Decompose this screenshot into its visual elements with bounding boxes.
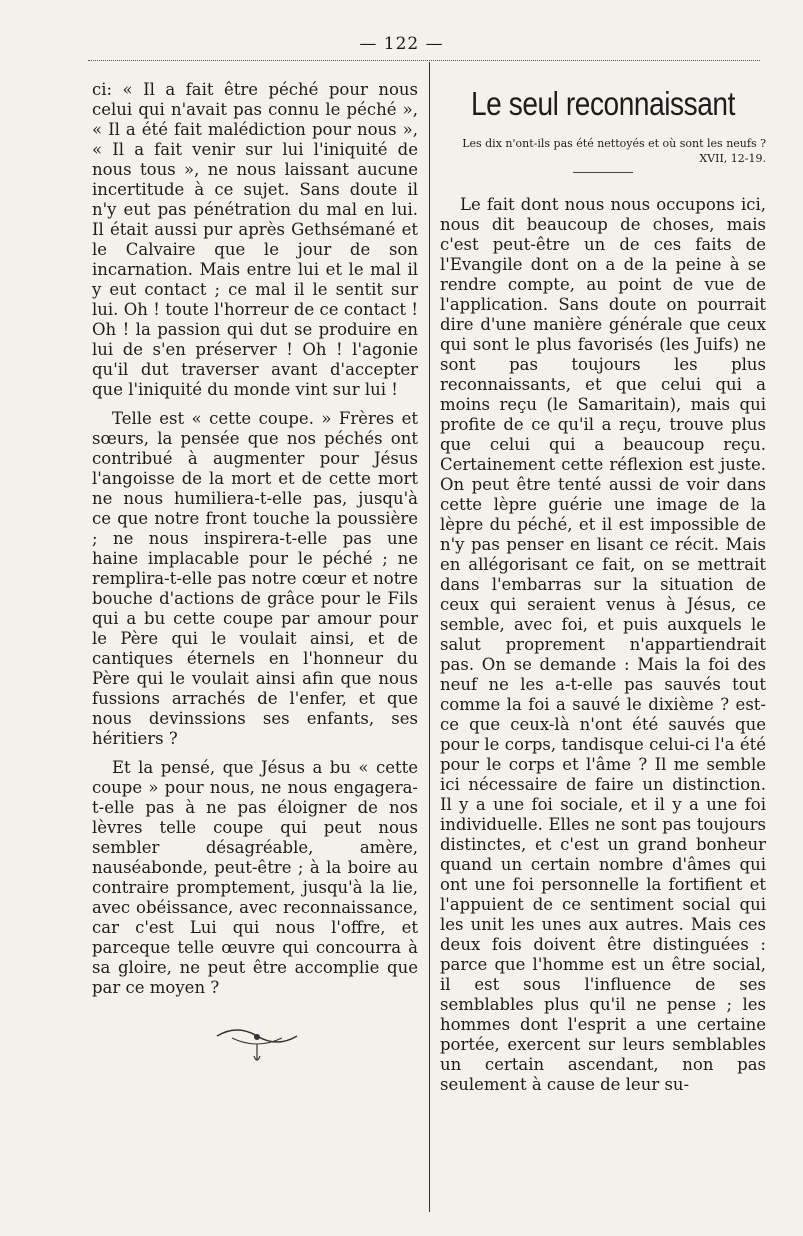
column-divider (429, 62, 430, 1212)
title-rule (573, 172, 633, 173)
epigraph-reference: XVII, 12-19. (699, 152, 766, 165)
article-title: Le seul reconnaissant (471, 85, 735, 122)
page-number: — 122 — (359, 34, 444, 54)
paragraph: Le fait dont nous nous occupons ici, nous dit beaucoup de choses, mais c'est peut-être un de ces faits de l'Evangile dont on a de la peine à se rendre compte, au point de vue de l'application. Sans doute on pourrait dire d'une manière générale que ceux qui sont le plus favorisés (les Juifs) ne sont pas toujours les plus reconnaissants, et que celui qui a moins reçu (le Samaritain), mais qui profite de ce qu'il a reçu, trouve plus que celui qui a beaucoup reçu. Certainement cette réflexion est juste. On peut être tenté aussi de voir dans cette lèpre guérie une image de la lèpre du péché, et il est impossible de n'y pas penser en lisant ce récit. Mais en allégorisant ce fait, on se mettrait dans l'embarras sur la situation de ceux qui seraient venus à Jésus, ce semble, avec foi, et puis auxquels le salut proprement n'appartiendrait pas. On se demande : Mais la foi des neuf ne les a-t-elle pas sauvés tout comme la foi a sauvé le dixième ? est-ce que ceux-là n'ont été sauvés que pour le corps, tandisque celui-ci l'a été pour le corps et l'âme ? Il me semble ici nécessaire de faire un distinction. Il y a une foi sociale, et il y a une foi individuelle. Elles ne sont pas toujours distinctes, et c'est un grand bonheur quand un certain nombre d'âmes qui ont une foi personnelle la fortifient et l'appuient de ce sentiment social qui les unit les unes aux autres. Mais ces deux fois doivent être distinguées : parce que l'homme est un être social, il est sous l'influence de ses semblables plus qu'il ne pense ; les hommes dont l'esprit a une certaine portée, exercent sur leurs semblables un certain ascendant, non pas seulement à cause de leur su- (440, 195, 766, 1094)
paragraph: Et la pensé, que Jésus a bu « cette coupe » pour nous, ne nous engagera-t-elle pas à ne pas éloigner de nos lèvres telle coupe qui peut nous sembler désagréable, amère, nauséabonde, peut-être ; à la boire au contraire promptement, jusqu'à la lie, avec obéissance, avec reconnaissance, car c'est Lui qui nous l'offre, et parceque telle œuvre qui concourra à sa gloire, ne peut être accomplie que par ce moyen ? (92, 758, 418, 997)
epigraph (440, 136, 766, 166)
epigraph-text: Les dix n'ont-ils pas été nettoyés et où sont les neufs ? (462, 137, 766, 150)
paragraph: ci: « Il a fait être péché pour nous celui qui n'avait pas connu le péché », « Il a été fait malédiction pour nous », « Il a fait venir sur lui l'iniquité de nous tous », ne nous laissant aucune incertitude à ce sujet. Sans doute il n'y eut pas pénétration du mal en lui. Il était aussi pur après Gethsémané et le Calvaire que le jour de son incarnation. Mais entre lui et le mal il y eut contact ; ce mal il le sentit sur lui. Oh ! toute l'horreur de ce contact ! Oh ! la passion qui dut se produire en lui de s'en préserver ! Oh ! l'agonie qu'il dut traverser avant d'accepter que l'iniquité du monde vint sur lui ! (92, 80, 418, 399)
right-column (440, 80, 766, 1104)
header-rule (88, 60, 760, 61)
left-column (92, 80, 418, 1066)
decorative-vignette-icon (212, 1016, 302, 1066)
paragraph: Telle est « cette coupe. » Frères et sœurs, la pensée que nos péchés ont contribué à augmenter pour Jésus l'angoisse de la mort et de cette mort ne nous humiliera-t-elle pas, jusqu'à ce que notre front touche la poussière ; ne nous inspirera-t-elle pas une haine implacable pour le péché ; ne remplira-t-elle pas notre cœur et notre bouche d'actions de grâce pour le Fils qui a bu cette coupe par amour pour le Père qui le voulait ainsi, et de cantiques éternels en l'honneur du Père qui le voulait ainsi afin que nous fussions arrachés de l'enfer, et que nous devinssions ses enfants, ses héritiers ? (92, 409, 418, 748)
